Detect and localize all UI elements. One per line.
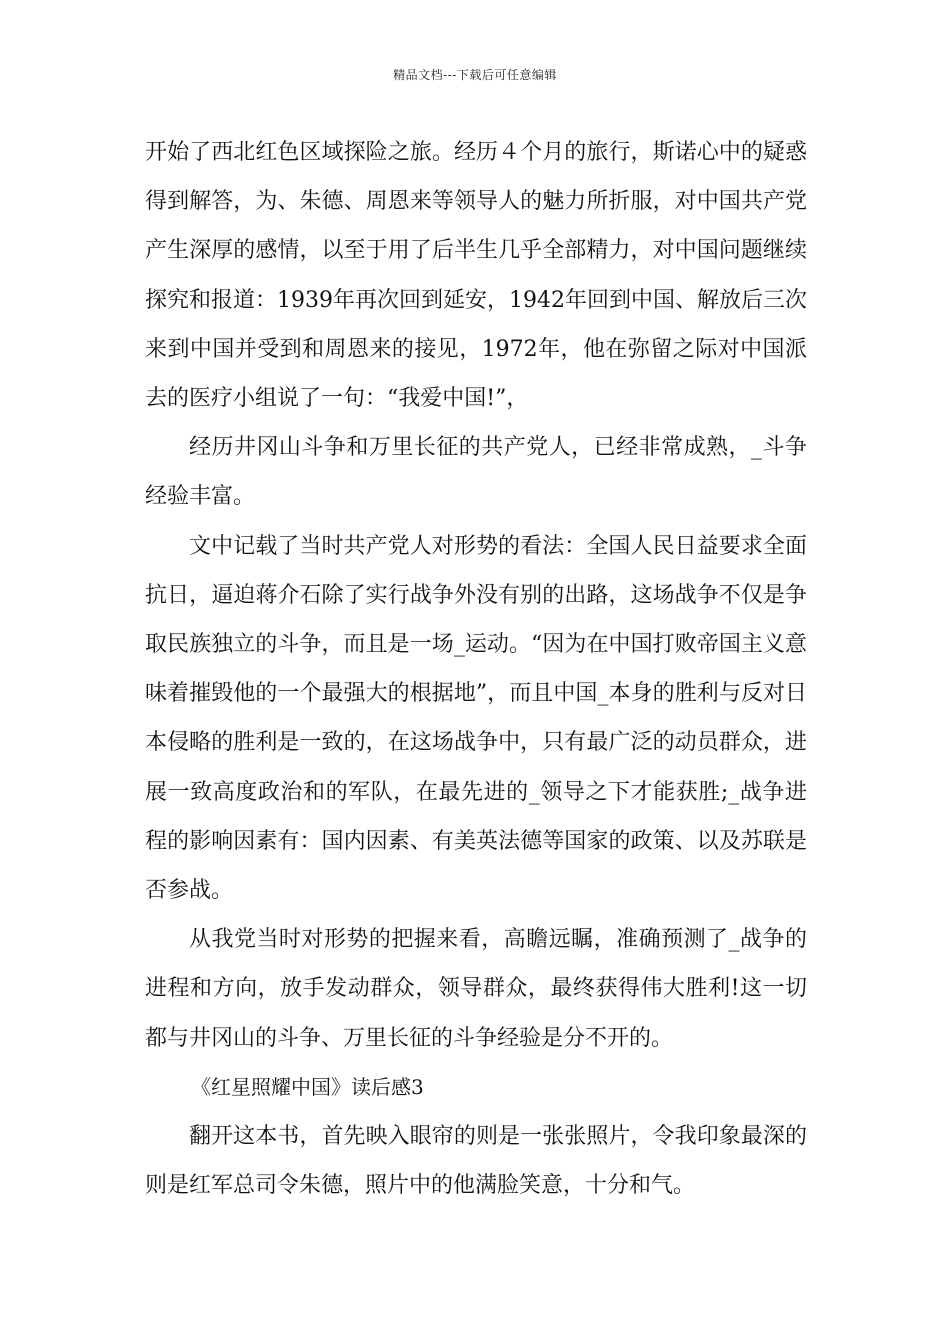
- page-header: 精品文档---下载后可任意编辑: [393, 68, 557, 82]
- body-paragraph-2: 经历井冈山斗争和万里长征的共产党人，已经非常成熟，_斗争经验丰富。: [145, 435, 807, 510]
- document-body: [145, 128, 807, 1210]
- section-heading: 《红星照耀中国》读后感3: [191, 1074, 424, 1099]
- body-paragraph-1: 开始了西北红色区域探险之旅。经历４个月的旅行，斯诺心中的疑惑得到解答，为、朱德、周恩来等领导人的魅力所折服，对中国共产党产生深厚的感情，以至于用了后半生几乎全部精力，对中国问题继续探究和报道：1939年再次回到延安，1942年回到中国、解放后三次来到中国并受到和周恩来的接见，1972年，他在弥留之际对中国派去的医疗小组说了一句：“我爱中国!”，: [145, 140, 807, 412]
- body-paragraph-4: 从我党当时对形势的把握来看，高瞻远瞩，准确预测了_战争的进程和方向，放手发动群众，领导群众，最终获得伟大胜利!这一切都与井冈山的斗争、万里长征的斗争经验是分不开的。: [145, 927, 807, 1051]
- body-paragraph-5: 翻开这本书，首先映入眼帘的则是一张张照片，令我印象最深的则是红军总司令朱德，照片中的他满脸笑意，十分和气。: [145, 1124, 807, 1199]
- body-paragraph-3: 文中记载了当时共产党人对形势的看法：全国人民日益要求全面抗日，逼迫蒋介石除了实行战争外没有别的出路，这场战争不仅是争取民族独立的斗争，而且是一场_运动。“因为在中国打败帝国主义意味着摧毁他的一个最强大的根据地”，而且中国_本身的胜利与反对日本侵略的胜利是一致的，在这场战争中，只有最广泛的动员群众，进展一致高度政治和的军队，在最先进的_领导之下才能获胜;_战争进程的影响因素有：国内因素、有美英法德等国家的政策、以及苏联是否参战。: [145, 533, 807, 904]
